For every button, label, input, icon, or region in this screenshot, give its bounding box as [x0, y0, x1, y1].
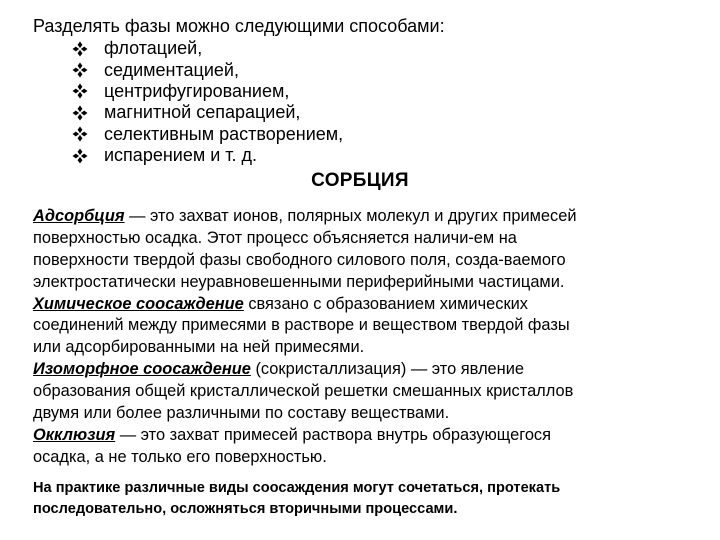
methods-list [72, 38, 343, 166]
list-item [72, 102, 343, 123]
method-label: магнитной сепарацией, [104, 102, 301, 123]
section-title: СОРБЦИЯ [311, 170, 409, 191]
intro-text: Разделять фазы можно следующими способами: [33, 16, 445, 36]
four-diamond-bullet-icon [72, 62, 88, 78]
term-adsorption: Адсорбция [33, 207, 125, 225]
method-label: флотацией, [104, 38, 203, 59]
list-item [72, 38, 343, 59]
text-line: или адсорбированными на ней примесями. [33, 338, 365, 357]
occlusion-text: — это захват примесей раствора внутрь образующегося [115, 425, 552, 444]
text-line: осадка, а не только его поверхностью. [33, 447, 327, 466]
text-line: двумя или более различными по составу веществами. [33, 404, 450, 423]
method-label: центрифугированием, [104, 80, 290, 101]
text-line [33, 425, 713, 447]
definitions-body [33, 206, 713, 469]
text-line: На практике различные виды соосаждения могут сочетаться, протекать [33, 480, 561, 496]
list-item [72, 124, 343, 145]
four-diamond-bullet-icon [72, 41, 88, 57]
text-line: образования общей кристаллической решетки смешанных кристаллов [33, 382, 574, 401]
text-line: электростатически неуравновешенными периферийными частицами. [33, 272, 565, 291]
text-line: поверхности твердой фазы свободного силового поля, созда-ваемого [33, 250, 566, 269]
list-item [72, 145, 343, 166]
term-occlusion: Окклюзия [33, 425, 116, 444]
method-label: испарением и т. д. [104, 145, 258, 166]
term-chemical-coprecipitation: Химическое соосаждение [33, 294, 244, 313]
four-diamond-bullet-icon [72, 148, 88, 164]
four-diamond-bullet-icon [72, 126, 88, 142]
adsorption-text: — это захват ионов, полярных молекул и других примесей [124, 207, 577, 225]
four-diamond-bullet-icon [72, 83, 88, 99]
text-line: последовательно, осложняться вторичными процессами. [33, 500, 458, 517]
four-diamond-bullet-icon [72, 105, 88, 121]
list-item [72, 59, 343, 80]
text-line: соединений между примесями в растворе и веществом твердой фазы [33, 316, 570, 335]
list-item [72, 81, 343, 102]
method-label: селективным растворением, [104, 123, 344, 144]
method-label: седиментацией, [104, 59, 239, 80]
term-isomorphous-coprecipitation: Изоморфное соосаждение [33, 360, 251, 379]
text-line [33, 294, 713, 316]
chemical-coprecipitation-text: связано с образованием химических [243, 294, 528, 313]
isomorphous-text: (сокристаллизация) — это явление [250, 360, 524, 379]
conclusion-text [33, 478, 713, 519]
text-line: поверхностью осадка. Этот процесс объясняется наличи-ем на [33, 228, 517, 247]
text-line [33, 359, 713, 381]
text-line [33, 206, 713, 228]
